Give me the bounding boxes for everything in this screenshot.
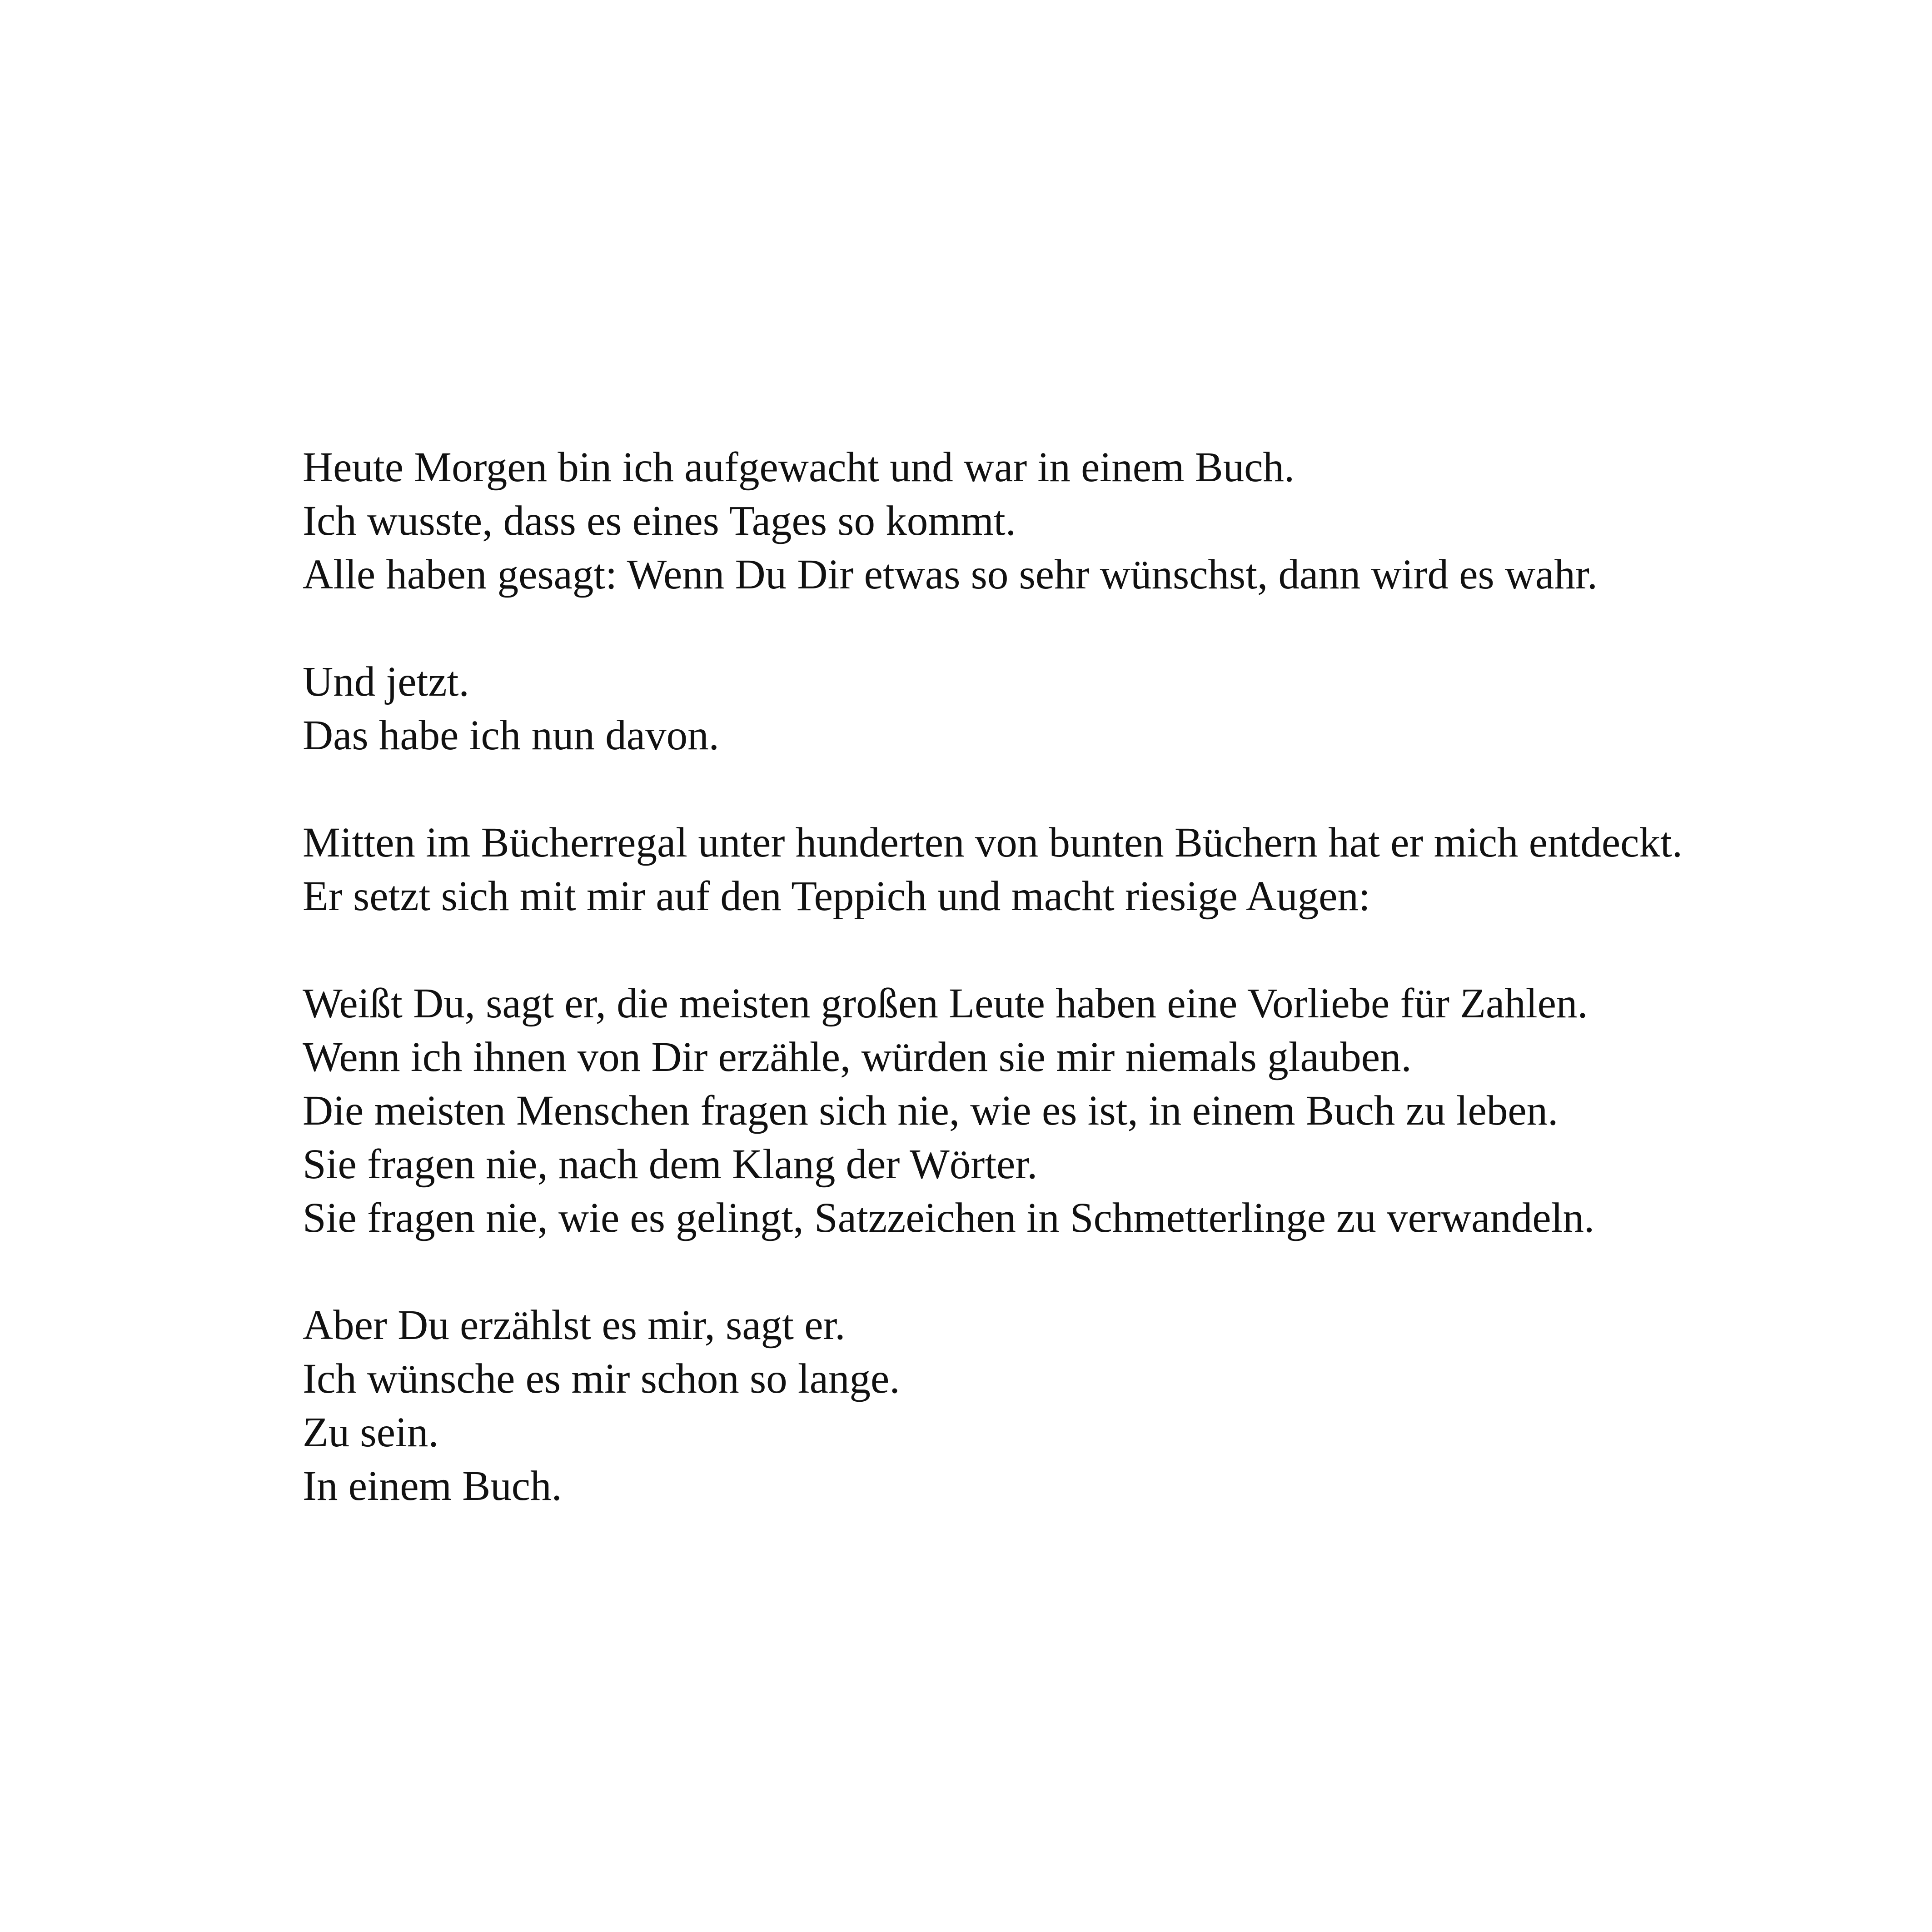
- text-line: Sie fragen nie, nach dem Klang der Wörter.: [303, 1141, 1038, 1188]
- text-line: Aber Du erzählst es mir, sagt er.: [303, 1302, 846, 1349]
- text-line: Zu sein.: [303, 1409, 439, 1456]
- text-line: Sie fragen nie, wie es gelingt, Satzzeichen in Schmetterlinge zu verwandeln.: [303, 1195, 1595, 1241]
- text-line: Heute Morgen bin ich aufgewacht und war in einem Buch.: [303, 444, 1295, 491]
- text-line: Weißt Du, sagt er, die meisten großen Leute haben eine Vorliebe für Zahlen.: [303, 980, 1588, 1027]
- text-line: Ich wusste, dass es eines Tages so kommt.: [303, 498, 1016, 544]
- text-line: In einem Buch.: [303, 1463, 562, 1509]
- text-line: Mitten im Bücherregal unter hunderten von bunten Büchern hat er mich entdeckt.: [303, 819, 1683, 866]
- poem-text: [303, 441, 1847, 1513]
- stanza-4: [303, 977, 1847, 1245]
- stanza-3: [303, 816, 1847, 923]
- text-line: Wenn ich ihnen von Dir erzähle, würden sie mir niemals glauben.: [303, 1034, 1412, 1081]
- text-line: Er setzt sich mit mir auf den Teppich und macht riesige Augen:: [303, 873, 1370, 920]
- stanza-2: [303, 655, 1847, 762]
- text-line: Das habe ich nun davon.: [303, 712, 719, 759]
- stanza-1: [303, 441, 1847, 602]
- text-line: Alle haben gesagt: Wenn Du Dir etwas so sehr wünschst, dann wird es wahr.: [303, 551, 1598, 598]
- text-line: Und jetzt.: [303, 658, 469, 705]
- text-line: Ich wünsche es mir schon so lange.: [303, 1355, 900, 1402]
- text-line: Die meisten Menschen fragen sich nie, wie es ist, in einem Buch zu leben.: [303, 1087, 1559, 1134]
- stanza-5: [303, 1299, 1847, 1513]
